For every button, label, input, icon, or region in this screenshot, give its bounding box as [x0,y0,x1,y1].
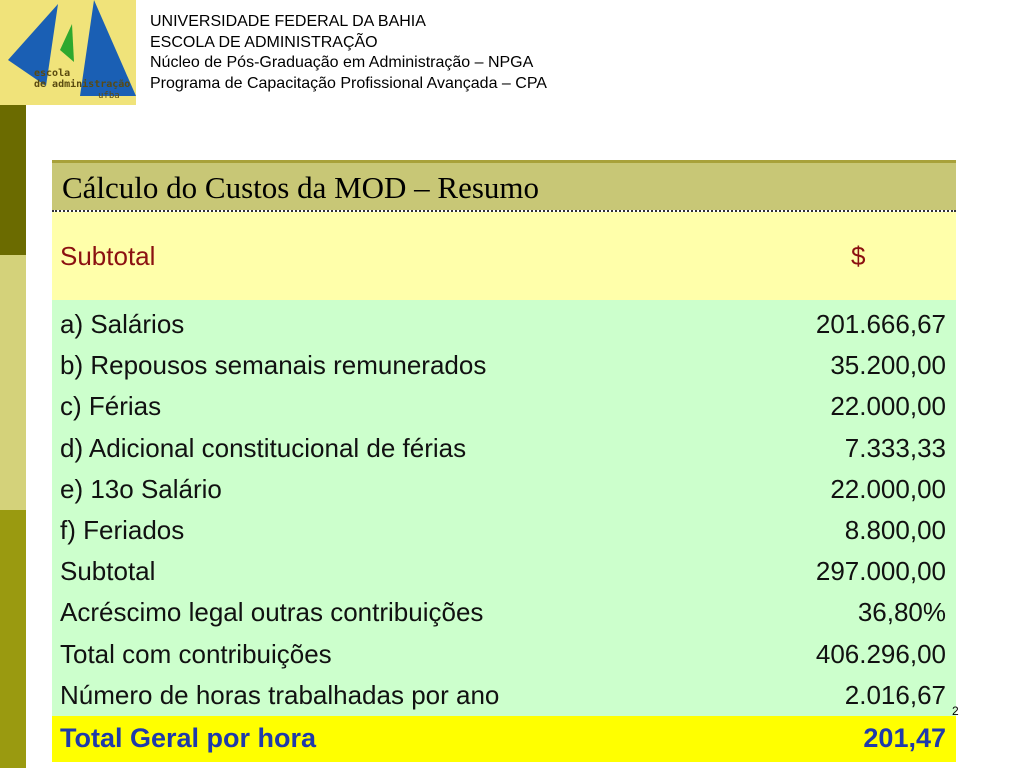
row-label: Número de horas trabalhadas por ano [60,679,500,710]
total-row [52,716,956,762]
left-strip-light [0,255,26,510]
row-value: 7.333,33 [844,432,946,463]
total-value: 201,47 [863,723,946,754]
school-logo [0,0,136,105]
logo-text-line3: ufba [98,91,120,101]
table-header-row [52,212,956,300]
table-row [52,510,956,551]
row-label: e) 13o Salário [60,473,222,504]
row-label: f) Feriados [60,515,185,546]
table-title: Cálculo do Custos da MOD – Resumo [52,160,956,210]
total-label: Total Geral por hora [60,723,317,754]
row-value: 406.296,00 [815,638,946,669]
row-label: c) Férias [60,391,162,422]
row-label: Subtotal [60,556,156,587]
row-value: 201.666,67 [815,309,946,340]
row-label: Acréscimo legal outras contribuições [60,597,484,628]
logo-text-line2: de administração [34,79,131,90]
table-row [52,428,956,469]
table-row [52,345,956,386]
logo-text-line1: escola [34,68,71,79]
header-label: Subtotal [60,240,156,271]
row-label: Total com contribuições [60,638,332,669]
institution-header [150,12,547,94]
left-strip-dark [0,105,26,255]
header-currency: $ [851,240,866,271]
row-value: 8.800,00 [844,515,946,546]
table-row [52,592,956,633]
row-label: b) Repousos semanais remunerados [60,350,487,381]
left-strip-bottom [0,510,26,768]
row-value: 297.000,00 [815,556,946,587]
table-row [52,634,956,675]
row-value: 36,80% [857,597,946,628]
row-value: 22.000,00 [830,391,946,422]
table-row [52,386,956,427]
table-body [52,300,956,716]
row-value: 2.016,67 [844,679,946,710]
row-value: 22.000,00 [830,473,946,504]
header-line-program: Programa de Capacitação Profissional Avançada – CPA [150,74,547,92]
table-row [52,469,956,510]
header-line-school: ESCOLA DE ADMINISTRAÇÃO [150,33,378,51]
header-line-university: UNIVERSIDADE FEDERAL DA BAHIA [150,13,426,30]
table-row [52,304,956,345]
page-number: 2 [952,704,959,718]
row-label: a) Salários [60,309,185,340]
table-row [52,551,956,592]
table-row [52,675,956,716]
row-value: 35.200,00 [830,350,946,381]
cost-summary-table [52,160,956,762]
header-line-nucleus: Núcleo de Pós-Graduação em Administração – NPGA [150,54,534,71]
row-label: d) Adicional constitucional de férias [60,432,467,463]
